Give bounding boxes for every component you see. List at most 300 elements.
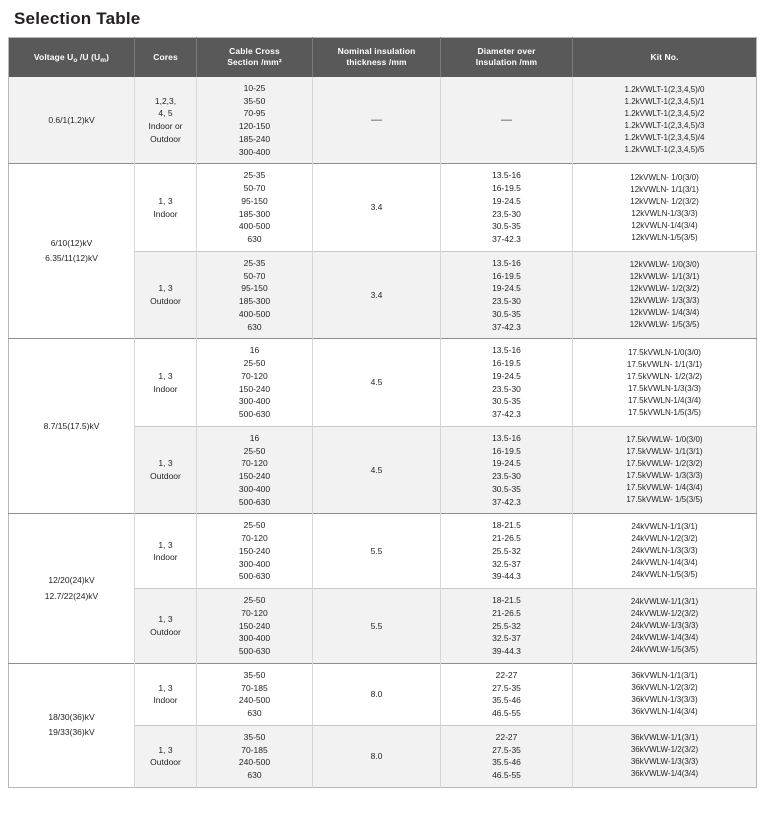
cell-diameter-lines: [444, 669, 569, 720]
cell-cross-section-line: 25-35: [243, 257, 266, 268]
cell-diameter-line: 16-19.5: [492, 445, 521, 456]
cell-kit-no-line: 12kVWLW- 1/3(3/3): [629, 296, 700, 306]
cell-cross-section-line: 185-300: [238, 296, 271, 307]
cell-cross-section-line: 50-70: [243, 270, 266, 281]
cell-diameter-line: 22-27: [495, 731, 518, 742]
cell-voltage-lines: [12, 113, 131, 128]
cell-diameter-line: 23.5-30: [492, 471, 521, 482]
cell-kit-no: [573, 725, 757, 787]
cell-kit-no-line: 17.5kVWLW- 1/2(3/2): [626, 459, 703, 469]
cell-cross-section-line: 120-150: [238, 121, 271, 132]
cell-diameter-line: 32.5-37: [492, 633, 521, 644]
cell-kit-no-line: 17.5kVWLN-1/4(3/4): [628, 395, 701, 405]
cell-kit-no-line: 24kVWLW-1/4(3/4): [630, 633, 699, 643]
cell-voltage-line: 8.7/15(17.5)kV: [43, 420, 100, 431]
cross-section-header-line1: Cable Cross: [229, 46, 280, 56]
cell-kit-no-line: 24kVWLN-1/2(3/2): [631, 534, 698, 544]
cell-diameter: [441, 339, 573, 427]
cell-cross-section-line: 95-150: [241, 283, 268, 294]
cell-insulation-thickness-lines: [316, 545, 437, 558]
cell-kit-no-line: 24kVWLN-1/3(3/3): [631, 546, 698, 556]
cell-insulation-thickness-lines: [316, 750, 437, 763]
voltage-header-text: Voltage $U_o$ /U $(U_m)$: [33, 51, 110, 64]
cell-cores-line: 1, 3: [158, 283, 173, 294]
cell-diameter-line: 27.5-35: [492, 744, 521, 755]
cell-kit-no-line: 12kVWLN-1/4(3/4): [631, 220, 698, 230]
cell-insulation-thickness-lines: [316, 376, 437, 389]
cell-cores-lines: [138, 539, 193, 565]
cell-kit-no-line: 17.5kVWLW- 1/5(3/5): [626, 495, 703, 505]
cell-kit-no: [573, 426, 757, 514]
cell-kit-no-line: 12kVWLW- 1/0(3/0): [629, 260, 700, 270]
cell-cores-line: 1, 3: [158, 682, 173, 693]
cell-diameter-line: 37-42.3: [492, 409, 521, 420]
cell-cross-section-line: 500-630: [238, 571, 271, 582]
cell-cross-section-lines: [200, 257, 309, 334]
cell-cores-line: Indoor or: [148, 121, 183, 132]
cell-kit-no-line: 1.2kVWLT-1(2,3,4,5)/0: [624, 85, 705, 95]
cell-kit-no: [573, 589, 757, 664]
cell-cross-section: [197, 725, 313, 787]
cell-kit-no-lines: [576, 84, 753, 156]
cell-diameter-line: 30.5-35: [492, 396, 521, 407]
cell-cross-section-line: 630: [247, 321, 262, 332]
cell-cores-lines: [138, 457, 193, 483]
cell-kit-no-lines: [576, 521, 753, 581]
cell-diameter-line: 13.5-16: [492, 432, 521, 443]
table-body: [9, 77, 757, 788]
cell-diameter-line: 35.5-46: [492, 695, 521, 706]
cell-insulation-thickness-line: 3.4: [370, 289, 383, 300]
column-header-cores: Cores: [135, 38, 197, 77]
cell-cross-section-line: 240-500: [238, 757, 271, 768]
cell-diameter-line: 16-19.5: [492, 270, 521, 281]
cell-diameter-line: 19-24.5: [492, 283, 521, 294]
cell-cores-line: Outdoor: [150, 471, 181, 482]
cell-cross-section: [197, 514, 313, 589]
cell-cross-section-line: 70-95: [243, 108, 266, 119]
cell-diameter-line: 22-27: [495, 669, 518, 680]
cell-diameter: [441, 426, 573, 514]
cell-cores-line: Outdoor: [150, 296, 181, 307]
cell-diameter-line: 21-26.5: [492, 607, 521, 618]
cell-kit-no: [573, 77, 757, 164]
cell-cross-section-line: 35-50: [243, 669, 266, 680]
cell-diameter-line: 39-44.3: [492, 571, 521, 582]
cell-cores-lines: [138, 95, 193, 146]
cell-kit-no-line: 36kVWLW-1/4(3/4): [630, 769, 699, 779]
cell-cross-section-line: 500-630: [238, 409, 271, 420]
cell-cross-section-line: 25-50: [243, 358, 266, 369]
cell-voltage-line: 6/10(12)kV: [50, 238, 93, 249]
cell-diameter-line: 32.5-37: [492, 558, 521, 569]
cell-cores: [135, 251, 197, 339]
cross-section-header-line2: Section /mm²: [227, 57, 282, 68]
cell-diameter-line: 30.5-35: [492, 483, 521, 494]
cell-diameter-line: 23.5-30: [492, 383, 521, 394]
table-row: [9, 514, 757, 589]
cell-diameter-lines: [444, 432, 569, 509]
cell-insulation-thickness: [313, 514, 441, 589]
cell-voltage: [9, 514, 135, 664]
cell-diameter-line: 19-24.5: [492, 458, 521, 469]
cell-cross-section-line: 35-50: [243, 731, 266, 742]
cell-diameter-lines: [444, 169, 569, 246]
cell-kit-no-line: 24kVWLW-1/2(3/2): [630, 609, 699, 619]
cell-kit-no-line: 1.2kVWLT-1(2,3,4,5)/2: [624, 109, 705, 119]
cell-kit-no-line: 36kVWLN-1/2(3/2): [631, 683, 698, 693]
cell-voltage-line: 6.35/11(12)kV: [45, 253, 98, 264]
cell-cross-section-line: 630: [247, 770, 262, 781]
cell-insulation-thickness: [313, 251, 441, 339]
cell-diameter-line: 25.5-32: [492, 545, 521, 556]
cell-diameter: [441, 589, 573, 664]
cell-kit-no-line: 12kVWLN- 1/1(3/1): [630, 184, 699, 194]
cell-cross-section: [197, 164, 313, 252]
cell-insulation-thickness-line: —: [371, 113, 382, 126]
column-header-diameter: [441, 38, 573, 77]
cell-insulation-thickness-lines: [316, 112, 437, 129]
cell-diameter: [441, 663, 573, 725]
table-row: [9, 663, 757, 725]
table-row: [9, 77, 757, 164]
cell-kit-no-line: 12kVWLN-1/3(3/3): [631, 208, 698, 218]
cell-diameter-line: 46.5-55: [492, 770, 521, 781]
cell-diameter-line: 13.5-16: [492, 170, 521, 181]
cell-cross-section-line: 10-25: [243, 82, 266, 93]
cell-diameter-line: 35.5-46: [492, 757, 521, 768]
column-header-voltage: [9, 38, 135, 77]
cell-kit-no-line: 12kVWLW- 1/2(3/2): [629, 284, 700, 294]
cell-voltage: [9, 339, 135, 514]
cell-diameter-line: 18-21.5: [492, 595, 521, 606]
cell-kit-no-line: 17.5kVWLN-1/0(3/0): [628, 347, 701, 357]
cell-kit-no-line: 17.5kVWLN-1/3(3/3): [628, 383, 701, 393]
cell-diameter-line: 30.5-35: [492, 308, 521, 319]
cell-diameter-lines: [444, 519, 569, 583]
cell-kit-no-line: 24kVWLN-1/1(3/1): [631, 522, 698, 532]
cell-kit-no-line: 24kVWLW-1/5(3/5): [630, 645, 699, 655]
cell-cross-section-line: 25-50: [243, 520, 266, 531]
cell-cores-line: 1, 3: [158, 539, 173, 550]
cell-kit-no-line: 36kVWLN-1/4(3/4): [631, 707, 698, 717]
cell-kit-no-line: 12kVWLN- 1/2(3/2): [630, 196, 699, 206]
cell-cores-line: Indoor: [153, 208, 178, 219]
cell-cross-section-lines: [200, 519, 309, 583]
cell-kit-no: [573, 164, 757, 252]
cell-diameter: [441, 77, 573, 164]
column-header-insulation-thickness: [313, 38, 441, 77]
cell-kit-no: [573, 514, 757, 589]
cell-diameter-lines: [444, 112, 569, 129]
cell-kit-no-line: 36kVWLW-1/2(3/2): [630, 745, 699, 755]
cell-insulation-thickness: [313, 77, 441, 164]
cell-diameter-line: 37-42.3: [492, 496, 521, 507]
cell-insulation-thickness-line: 5.5: [370, 545, 383, 556]
cell-kit-no-line: 17.5kVWLW- 1/4(3/4): [626, 483, 703, 493]
cell-voltage: [9, 77, 135, 164]
cell-cores-lines: [138, 370, 193, 396]
cell-diameter: [441, 514, 573, 589]
cell-kit-no-line: 17.5kVWLW- 1/0(3/0): [626, 435, 703, 445]
cell-kit-no-line: 17.5kVWLW- 1/1(3/1): [626, 447, 703, 457]
cell-kit-no-line: 36kVWLN-1/3(3/3): [631, 695, 698, 705]
cell-diameter-line: 18-21.5: [492, 520, 521, 531]
column-header-kit-no: Kit No.: [573, 38, 757, 77]
cell-cores-line: Indoor: [153, 552, 178, 563]
cell-cross-section: [197, 251, 313, 339]
cell-cores: [135, 589, 197, 664]
cell-cross-section-line: 185-240: [238, 133, 271, 144]
cell-diameter-line: 37-42.3: [492, 234, 521, 245]
cell-cross-section-line: 95-150: [241, 195, 268, 206]
cell-cross-section: [197, 339, 313, 427]
cell-cores-line: Indoor: [153, 383, 178, 394]
cell-voltage-line: 12/20(24)kV: [48, 575, 95, 586]
cell-cross-section-line: 150-240: [238, 620, 271, 631]
cell-cores-lines: [138, 282, 193, 308]
cell-cross-section-line: 150-240: [238, 545, 271, 556]
cell-voltage: [9, 164, 135, 339]
cell-insulation-thickness: [313, 426, 441, 514]
cell-diameter: [441, 251, 573, 339]
cell-insulation-thickness-line: 3.4: [370, 202, 383, 213]
cell-cores-line: Outdoor: [150, 133, 181, 144]
table-row: [9, 339, 757, 427]
cell-cores: [135, 164, 197, 252]
insulation-header-line1: Nominal insulation: [337, 46, 416, 56]
cell-cross-section-line: 50-70: [243, 183, 266, 194]
cell-cores-lines: [138, 195, 193, 221]
cell-insulation-thickness-lines: [316, 289, 437, 302]
cell-cross-section-line: 25-35: [243, 170, 266, 181]
cell-cross-section: [197, 426, 313, 514]
cell-cross-section-lines: [200, 731, 309, 782]
cell-insulation-thickness-lines: [316, 688, 437, 701]
cell-diameter-line: 23.5-30: [492, 296, 521, 307]
cell-cross-section-line: 400-500: [238, 221, 271, 232]
cell-kit-no-lines: [576, 670, 753, 718]
table-header: [9, 38, 757, 77]
page-title: Selection Table: [14, 9, 141, 28]
cell-diameter-line: 21-26.5: [492, 533, 521, 544]
cell-cross-section-lines: [200, 82, 309, 159]
cell-cross-section-lines: [200, 169, 309, 246]
cell-kit-no-line: 17.5kVWLW- 1/3(3/3): [626, 471, 703, 481]
cell-kit-no-lines: [576, 434, 753, 506]
cell-insulation-thickness: [313, 725, 441, 787]
cell-diameter-line: 25.5-32: [492, 620, 521, 631]
cell-cores-line: 1, 3: [158, 370, 173, 381]
cell-voltage-lines: [12, 419, 131, 434]
cell-cores-lines: [138, 682, 193, 708]
cell-insulation-thickness: [313, 589, 441, 664]
cell-kit-no-line: 12kVWLN-1/5(3/5): [631, 232, 698, 242]
cell-cores: [135, 663, 197, 725]
cell-kit-no-lines: [576, 259, 753, 331]
cell-insulation-thickness: [313, 663, 441, 725]
cell-voltage-lines: [12, 710, 131, 741]
cell-cross-section-lines: [200, 669, 309, 720]
cell-cross-section-line: 630: [247, 708, 262, 719]
cell-voltage-line: 19/33(36)kV: [48, 727, 95, 738]
table-header-row: [9, 38, 757, 77]
cell-diameter-lines: [444, 344, 569, 421]
cell-voltage-line: 18/30(36)kV: [48, 712, 95, 723]
diameter-header-line2: Insulation /mm: [475, 57, 538, 68]
cell-kit-no-line: 12kVWLW- 1/5(3/5): [629, 320, 700, 330]
cell-kit-no: [573, 339, 757, 427]
cell-cross-section-line: 70-120: [241, 458, 268, 469]
cell-voltage: [9, 663, 135, 787]
cell-cross-section-line: 300-400: [238, 396, 271, 407]
cell-kit-no-line: 17.5kVWLN- 1/1(3/1): [626, 359, 703, 369]
cell-cross-section-line: 300-400: [238, 558, 271, 569]
cell-cores-line: 4, 5: [158, 108, 173, 119]
cell-cross-section-line: 70-185: [241, 682, 268, 693]
cell-cores-line: 1,2,3,: [154, 95, 177, 106]
cell-kit-no-line: 12kVWLN- 1/0(3/0): [630, 172, 699, 182]
cell-cross-section: [197, 77, 313, 164]
cell-diameter-line: 46.5-55: [492, 708, 521, 719]
cell-cross-section-line: 16: [249, 432, 260, 443]
cell-cross-section-line: 70-185: [241, 744, 268, 755]
cell-insulation-thickness-line: 8.0: [370, 751, 383, 762]
cell-diameter-line: 19-24.5: [492, 370, 521, 381]
cell-diameter-lines: [444, 731, 569, 782]
cell-diameter-lines: [444, 594, 569, 658]
cell-diameter-line: 39-44.3: [492, 646, 521, 657]
cell-kit-no-line: 24kVWLN-1/4(3/4): [631, 558, 698, 568]
cell-kit-no-lines: [576, 347, 753, 419]
cell-insulation-thickness-lines: [316, 464, 437, 477]
table-row: [9, 164, 757, 252]
cell-cross-section-line: 70-120: [241, 607, 268, 618]
cell-cores-lines: [138, 744, 193, 770]
cell-cross-section-line: 35-50: [243, 95, 266, 106]
cell-insulation-thickness-line: 4.5: [370, 377, 383, 388]
cell-cross-section-lines: [200, 594, 309, 658]
page-container: [0, 9, 764, 788]
cell-cores: [135, 339, 197, 427]
cell-diameter: [441, 164, 573, 252]
cell-insulation-thickness-line: 5.5: [370, 620, 383, 631]
cell-cross-section-line: 25-50: [243, 595, 266, 606]
cell-insulation-thickness-lines: [316, 201, 437, 214]
cell-cores-line: Outdoor: [150, 627, 181, 638]
cell-cross-section-line: 630: [247, 234, 262, 245]
cell-kit-no-line: 1.2kVWLT-1(2,3,4,5)/5: [624, 145, 705, 155]
cell-cross-section-line: 500-630: [238, 646, 271, 657]
cell-diameter-line: 23.5-30: [492, 208, 521, 219]
cell-diameter-line: 27.5-35: [492, 682, 521, 693]
cell-cores: [135, 514, 197, 589]
cell-cores-line: 1, 3: [158, 195, 173, 206]
cell-cores-line: 1, 3: [158, 458, 173, 469]
cell-cores: [135, 725, 197, 787]
cell-cross-section-line: 16: [249, 345, 260, 356]
cell-cross-section-line: 185-300: [238, 208, 271, 219]
selection-table: [8, 37, 757, 788]
cell-voltage-lines: [12, 573, 131, 604]
cell-kit-no-line: 1.2kVWLT-1(2,3,4,5)/4: [624, 133, 705, 143]
cell-cross-section-line: 70-120: [241, 370, 268, 381]
diameter-header-line1: Diameter over: [477, 46, 536, 56]
cell-kit-no: [573, 663, 757, 725]
cell-voltage-line: 0.6/1(1.2)kV: [48, 114, 95, 125]
cell-cross-section-line: 150-240: [238, 383, 271, 394]
cell-cross-section-line: 300-400: [238, 146, 271, 157]
cell-kit-no-line: 36kVWLW-1/3(3/3): [630, 757, 699, 767]
cell-diameter-lines: [444, 257, 569, 334]
cell-cores: [135, 77, 197, 164]
cell-voltage-line: 12.7/22(24)kV: [44, 590, 99, 601]
cell-cross-section-line: 25-50: [243, 445, 266, 456]
cell-cores-line: Outdoor: [150, 757, 181, 768]
cell-cores-line: Indoor: [153, 695, 178, 706]
cell-kit-no-lines: [576, 172, 753, 244]
column-header-cross-section: [197, 38, 313, 77]
cell-cores-line: 1, 3: [158, 744, 173, 755]
cell-cross-section-line: 400-500: [238, 308, 271, 319]
cell-cross-section: [197, 663, 313, 725]
cell-diameter-line: 16-19.5: [492, 358, 521, 369]
cell-kit-no-line: 1.2kVWLT-1(2,3,4,5)/1: [624, 97, 705, 107]
cell-diameter-line: 16-19.5: [492, 183, 521, 194]
cell-insulation-thickness-lines: [316, 620, 437, 633]
cell-kit-no-line: 24kVWLW-1/3(3/3): [630, 621, 699, 631]
cell-cross-section-line: 300-400: [238, 483, 271, 494]
cell-kit-no-line: 17.5kVWLN-1/5(3/5): [628, 407, 701, 417]
cell-diameter-line: 30.5-35: [492, 221, 521, 232]
cell-kit-no-line: 36kVWLW-1/1(3/1): [630, 733, 699, 743]
cell-kit-no-lines: [576, 732, 753, 780]
insulation-header-line2: thickness /mm: [346, 57, 407, 68]
cell-kit-no-line: 1.2kVWLT-1(2,3,4,5)/3: [624, 121, 705, 131]
cell-cross-section-line: 240-500: [238, 695, 271, 706]
cell-cores: [135, 426, 197, 514]
cell-kit-no-lines: [576, 596, 753, 656]
cell-diameter-line: 19-24.5: [492, 195, 521, 206]
cell-insulation-thickness-line: 4.5: [370, 464, 383, 475]
cell-insulation-thickness: [313, 339, 441, 427]
cell-kit-no-line: 12kVWLW- 1/1(3/1): [629, 272, 700, 282]
cell-cross-section-line: 150-240: [238, 471, 271, 482]
cell-kit-no-line: 24kVWLN-1/5(3/5): [631, 570, 698, 580]
cell-diameter: [441, 725, 573, 787]
cell-kit-no-line: 36kVWLN-1/1(3/1): [631, 671, 698, 681]
cell-diameter-line: 13.5-16: [492, 257, 521, 268]
cell-cross-section: [197, 589, 313, 664]
cell-cores-line: 1, 3: [158, 614, 173, 625]
cell-cross-section-lines: [200, 344, 309, 421]
cell-diameter-line: 13.5-16: [492, 345, 521, 356]
cell-kit-no-line: 12kVWLW- 1/4(3/4): [629, 308, 700, 318]
cell-kit-no-line: 24kVWLW-1/1(3/1): [630, 597, 699, 607]
cell-kit-no: [573, 251, 757, 339]
cell-cross-section-line: 500-630: [238, 496, 271, 507]
cell-insulation-thickness-line: 8.0: [370, 689, 383, 700]
cell-cross-section-line: 70-120: [241, 533, 268, 544]
cell-voltage-lines: [12, 236, 131, 267]
cell-diameter-line: 37-42.3: [492, 321, 521, 332]
cell-cross-section-lines: [200, 432, 309, 509]
cell-diameter-line: —: [501, 113, 512, 126]
cell-kit-no-line: 17.5kVWLN- 1/2(3/2): [626, 371, 703, 381]
cell-insulation-thickness: [313, 164, 441, 252]
cell-cores-lines: [138, 613, 193, 639]
cell-cross-section-line: 300-400: [238, 633, 271, 644]
